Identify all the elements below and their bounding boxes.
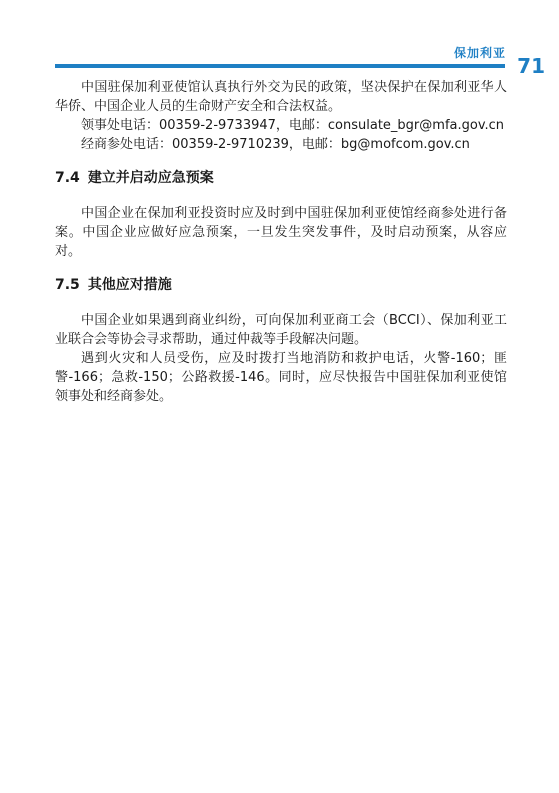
running-title: 保加利亚 [453, 46, 506, 60]
section-paragraph: 遇到火灾和人员受伤，应及时拨打当地消防和救护电话，火警-160；匪警-166；急救-150；公路救援-146。同时，应尽快报告中国驻保加利亚使馆领事处和经商参处。 [55, 351, 507, 404]
section-title: 建立并启动应急预案 [87, 170, 214, 186]
section-paragraph: 中国企业如果遇到商业纠纷，可向保加利亚商工会（BCCI）、保加利亚工业联合会等协会寻求帮助，通过仲裁等手段解决问题。 [55, 313, 507, 347]
consular-contact: 领事处电话：00359-2-9733947，电邮：consulate_bgr@mfa.gov.cn [81, 118, 505, 133]
section-heading-7-4 [55, 168, 507, 188]
section-paragraph: 中国企业在保加利亚投资时应及时到中国驻保加利亚使馆经商参处进行备案。中国企业应做好应急预案，一旦发生突发事件，及时启动预案，从容应对。 [55, 206, 507, 259]
section-title: 其他应对措施 [87, 277, 172, 293]
section-heading-7-5 [55, 275, 507, 295]
page-number: 71 [517, 54, 545, 78]
commercial-contact: 经商参处电话：00359-2-9710239，电邮：bg@mofcom.gov.cn [81, 137, 470, 152]
section-number: 7.4 [55, 170, 80, 186]
page-content [55, 78, 507, 406]
header-rule [55, 64, 505, 68]
intro-paragraph: 中国驻保加利亚使馆认真执行外交为民的政策，坚决保护在保加利亚华人华侨、中国企业人员的生命财产安全和合法权益。 [55, 80, 507, 114]
section-number: 7.5 [55, 277, 80, 293]
